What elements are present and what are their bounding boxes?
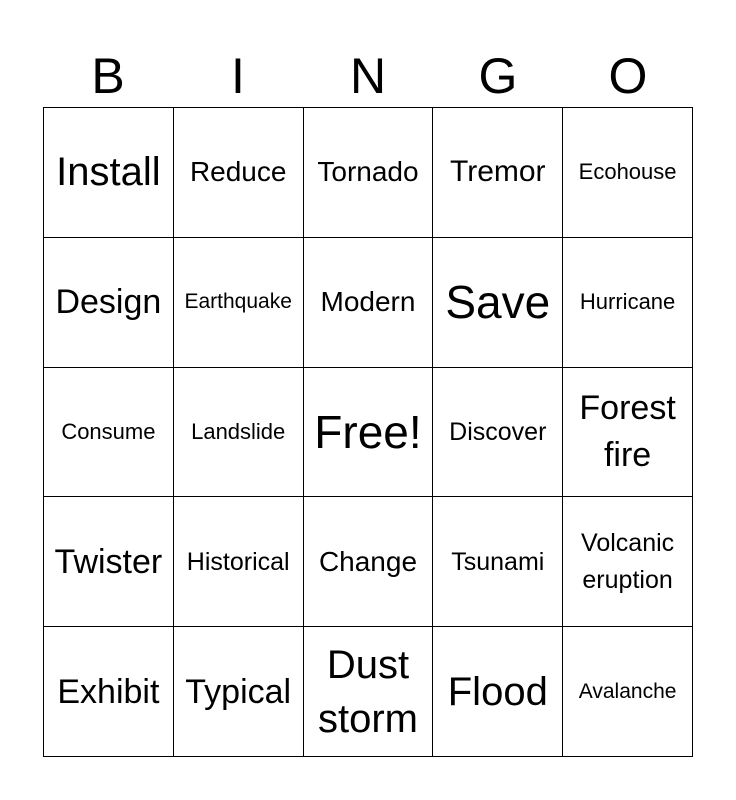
cell-label: Exhibit bbox=[57, 672, 160, 711]
cell-label: Tsunami bbox=[451, 547, 545, 576]
bingo-cell[interactable] bbox=[44, 368, 174, 498]
bingo-cell[interactable] bbox=[174, 108, 304, 238]
bingo-cell free-space[interactable] bbox=[304, 368, 434, 498]
header-letter-g: G bbox=[478, 48, 518, 104]
cell-label: Reduce bbox=[189, 156, 287, 188]
bingo-cell[interactable] bbox=[44, 108, 174, 238]
cell-label: Volcanic eruption bbox=[581, 528, 675, 594]
cell-label: Typical bbox=[185, 672, 292, 711]
bingo-cell[interactable] bbox=[563, 238, 693, 368]
bingo-cell[interactable] bbox=[433, 108, 563, 238]
bingo-cell[interactable] bbox=[563, 108, 693, 238]
cell-label: Design bbox=[55, 283, 162, 322]
header-letter-i: I bbox=[231, 48, 245, 104]
bingo-cell[interactable] bbox=[174, 497, 304, 627]
cell-label: Modern bbox=[320, 286, 416, 318]
cell-label: Change bbox=[318, 545, 418, 577]
bingo-cell[interactable] bbox=[433, 627, 563, 757]
cell-label: Earthquake bbox=[184, 290, 292, 314]
bingo-cell[interactable] bbox=[433, 368, 563, 498]
cell-label: Install bbox=[56, 150, 161, 195]
cell-label: Landslide bbox=[191, 418, 286, 444]
cell-label: Avalanche bbox=[578, 679, 677, 703]
bingo-cell[interactable] bbox=[433, 497, 563, 627]
bingo-cell[interactable] bbox=[174, 368, 304, 498]
cell-label: Tornado bbox=[317, 156, 419, 188]
bingo-cell[interactable] bbox=[563, 627, 693, 757]
bingo-cell[interactable] bbox=[174, 627, 304, 757]
cell-label: Free! bbox=[314, 405, 422, 458]
bingo-cell[interactable] bbox=[174, 238, 304, 368]
cell-label: Consume bbox=[61, 418, 156, 444]
bingo-cell[interactable] bbox=[304, 627, 434, 757]
cell-label: Tremor bbox=[450, 155, 546, 189]
bingo-cell[interactable] bbox=[304, 238, 434, 368]
cell-label: Forest fire bbox=[579, 388, 676, 474]
bingo-grid bbox=[43, 107, 693, 757]
bingo-cell[interactable] bbox=[304, 497, 434, 627]
header-letter-o: O bbox=[608, 48, 648, 104]
cell-label: Historical bbox=[186, 547, 290, 576]
cell-label: Discover bbox=[449, 417, 547, 446]
bingo-cell[interactable] bbox=[563, 368, 693, 498]
bingo-cell[interactable] bbox=[563, 497, 693, 627]
cell-label: Dust storm bbox=[317, 642, 418, 741]
cell-label: Save bbox=[445, 276, 551, 329]
bingo-cell[interactable] bbox=[304, 108, 434, 238]
header-letter-n: N bbox=[349, 48, 387, 104]
bingo-cell[interactable] bbox=[433, 238, 563, 368]
cell-label: Hurricane bbox=[579, 289, 676, 315]
cell-label: Twister bbox=[54, 542, 163, 581]
bingo-header bbox=[43, 46, 693, 106]
bingo-cell[interactable] bbox=[44, 497, 174, 627]
bingo-cell[interactable] bbox=[44, 627, 174, 757]
header-letter-b: B bbox=[91, 48, 125, 104]
bingo-cell[interactable] bbox=[44, 238, 174, 368]
cell-label: Flood bbox=[447, 669, 548, 714]
cell-label: Ecohouse bbox=[578, 159, 677, 185]
